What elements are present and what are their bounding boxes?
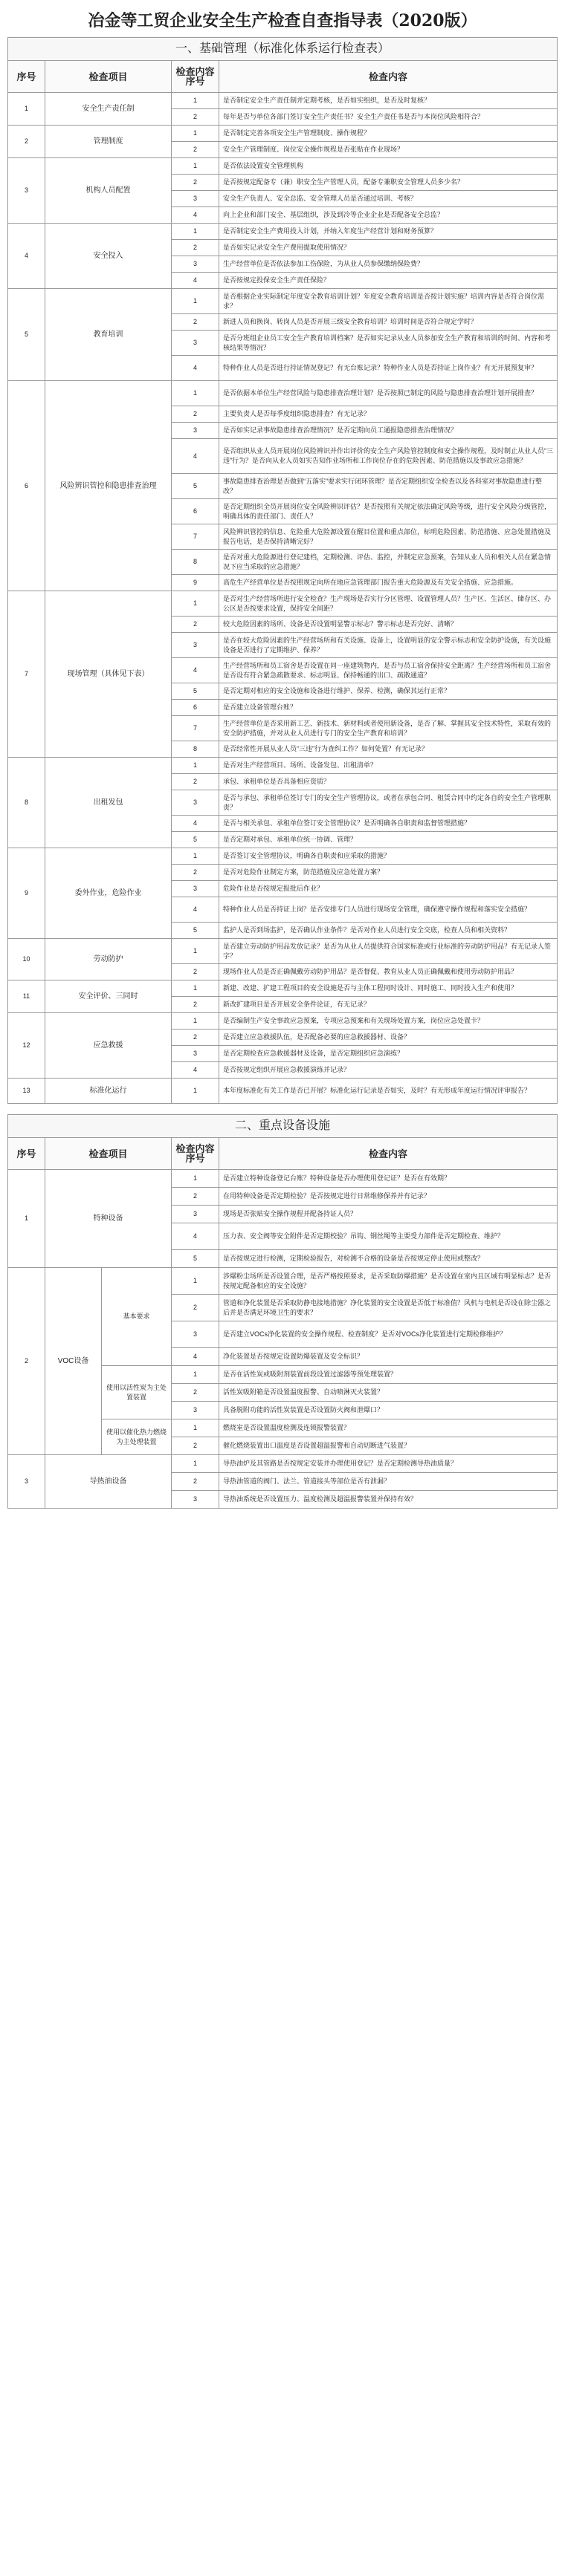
content-serial: 1 — [172, 591, 219, 617]
check-content: 是否定期组织全员开展岗位安全风险辨识评估？是否按照有关规定依法确定风险等级，进行安全风险分级管控，明确具体的责任部门、责任人？ — [219, 499, 558, 524]
check-content: 生产经营单位是否采用新工艺、新技术、新材料或者使用新设备，是否了解、掌握其安全技术特性，采取有效的安全防护措施，并对从业人员进行专门的安全生产教育和培训？ — [219, 716, 558, 741]
check-content: 是否建立应急救援队伍，是否配备必要的应急救援器材、设备？ — [219, 1030, 558, 1046]
content-serial: 3 — [172, 423, 219, 439]
content-serial: 2 — [172, 1473, 219, 1491]
basic-management-body — [8, 93, 558, 1104]
group-serial: 8 — [8, 758, 45, 848]
check-content: 导热油系统是否设置压力、温度检测及超温报警装置并保持有效？ — [219, 1491, 558, 1509]
check-sub-item: 使用以催化热力燃烧为主处理装置 — [102, 1419, 172, 1455]
check-content: 是否按规定组织开展应急救援演练并记录？ — [219, 1062, 558, 1079]
check-content: 导热油管道的阀门、法兰、管道接头等部位是否有泄漏？ — [219, 1473, 558, 1491]
content-serial: 3 — [172, 1321, 219, 1348]
content-serial: 2 — [172, 109, 219, 126]
check-content: 在用特种设备是否定期检验？是否按规定进行日常维修保养并有记录？ — [219, 1188, 558, 1206]
check-content: 安全生产负责人、安全总监、安全管理人员是否通过培训、考核？ — [219, 191, 558, 207]
check-content: 是否如实记录事故隐患排查治理情况？是否定期向员工通报隐患排查治理情况？ — [219, 423, 558, 439]
content-serial: 1 — [172, 1419, 219, 1437]
check-content: 是否分班组企业员工安全生产教育培训档案？是否如实记录从业人员参加安全生产教育和培训的时间、内容和考核结果等情况？ — [219, 331, 558, 356]
check-content: 是否与承包、承租单位签订专门的安全生产管理协议，或者在承包合同、租赁合同中约定各自的安全生产管理职责？ — [219, 790, 558, 816]
check-item: 出租发包 — [45, 758, 172, 848]
check-item: 应急救援 — [45, 1013, 172, 1079]
check-content: 高危生产经营单位是否按照规定向所在地应急管理部门报告重大危险源及有关安全措施、应急措施。 — [219, 575, 558, 591]
content-serial: 1 — [172, 1013, 219, 1030]
check-item: 管理制度 — [45, 126, 172, 158]
document-page — [7, 4, 558, 1509]
check-content: 生产经营单位是否依法参加工伤保险，为从业人员参保缴纳保险费？ — [219, 256, 558, 273]
check-item: 劳动防护 — [45, 939, 172, 980]
content-serial: 3 — [172, 881, 219, 897]
check-content: 是否对生产经营项目、场所、设备发包、出租清单？ — [219, 758, 558, 774]
content-serial: 1 — [172, 1079, 219, 1104]
check-content: 本年度标准化有关工作是否已开展？标准化运行记录是否如实，及时？有无形成年度运行情况评审报告？ — [219, 1079, 558, 1104]
content-serial: 1 — [172, 848, 219, 865]
key-equipment-body — [8, 1170, 558, 1509]
group-serial: 1 — [8, 93, 45, 126]
check-item: 安全投入 — [45, 224, 172, 289]
check-content: 是否建立VOCs净化装置的安全操作规程、检查制度？是否对VOCs净化装置进行定期检修维护？ — [219, 1321, 558, 1348]
table-row — [8, 93, 558, 109]
check-content: 是否制定安全生产责任制并定期考核，是否如实组织，是否及时复核？ — [219, 93, 558, 109]
group-serial: 11 — [8, 980, 45, 1013]
content-serial: 1 — [172, 758, 219, 774]
check-content: 是否在活性炭或吸附剂装置前段设置过滤器等预处理装置？ — [219, 1366, 558, 1384]
content-serial: 2 — [172, 1384, 219, 1402]
check-content: 是否如实记录安全生产费用提取使用情况？ — [219, 240, 558, 256]
group-serial: 12 — [8, 1013, 45, 1079]
check-content: 是否定期对相应的安全设施和设备进行维护、保养、检测，确保其运行正常？ — [219, 683, 558, 700]
check-item: 安全生产责任制 — [45, 93, 172, 126]
check-content: 承包、承租单位是否具备相应资质？ — [219, 774, 558, 790]
check-content: 风险辨识管控的信息、危险重大危险源设置在醒目位置和重点部位，标明危险因素、防范措施、应急处置措施及报告电话，是否保持清晰完好？ — [219, 524, 558, 550]
table-row — [8, 381, 558, 406]
content-serial: 2 — [172, 617, 219, 633]
group-serial: 9 — [8, 848, 45, 939]
table-row — [8, 158, 558, 175]
table-row — [8, 289, 558, 314]
document-title: 冶金等工贸企业安全生产检查自查指导表（2020版） — [88, 11, 477, 30]
check-content: 是否对重大危险源进行登记建档，定期检测、评估、监控，并制定应急预案，告知从业人员和相关人员在紧急情况下应当采取的应急措施？ — [219, 550, 558, 575]
check-content: 净化装置是否按规定设置防爆装置及安全标识？ — [219, 1348, 558, 1366]
content-serial: 4 — [172, 207, 219, 224]
content-serial: 1 — [172, 1268, 219, 1295]
content-serial: 1 — [172, 1170, 219, 1188]
content-serial: 3 — [172, 633, 219, 658]
content-serial: 4 — [172, 1062, 219, 1079]
content-serial: 7 — [172, 524, 219, 550]
content-serial: 3 — [172, 191, 219, 207]
check-content: 新进人员和换岗、转岗人员是否开展三级安全教育培训？培训时间是否符合规定学时？ — [219, 314, 558, 331]
content-serial: 2 — [172, 175, 219, 191]
content-serial: 2 — [172, 1295, 219, 1321]
check-content: 现场是否张贴安全操作规程并配备持证人员？ — [219, 1206, 558, 1223]
content-serial: 6 — [172, 700, 219, 716]
content-serial: 4 — [172, 1348, 219, 1366]
table-row — [8, 758, 558, 774]
check-content: 是否建立劳动防护用品发放记录？是否为从业人员提供符合国家标准或行业标准的劳动防护用品？有无记录人签字？ — [219, 939, 558, 964]
check-content: 较大危险因素的场所、设备是否设置明显警示标志？警示标志是否完好、清晰？ — [219, 617, 558, 633]
check-item: 风险辨识管控和隐患排查治理 — [45, 381, 172, 591]
check-content: 是否签订安全管理协议，明确各自职责和应采取的措施？ — [219, 848, 558, 865]
content-serial: 4 — [172, 1223, 219, 1250]
check-content: 管道和净化装置是否采取防静电接地措施？净化装置的安全设置是否低于标准值？风机与电机是否设在除尘器之后并是否满足环境卫生的要求？ — [219, 1295, 558, 1321]
check-content: 向上企业和部门安全、基层组织，涉及到冷等企业企业是否配备安全总监？ — [219, 207, 558, 224]
content-serial: 1 — [172, 224, 219, 240]
check-content: 是否依法设置安全管理机构 — [219, 158, 558, 175]
group-serial: 2 — [8, 126, 45, 158]
content-serial: 5 — [172, 923, 219, 939]
group-serial: 1 — [8, 1170, 45, 1268]
check-content: 特种作业人员是否持证上岗？是否安排专门人员进行现场安全管理，确保遵守操作规程和落实安全措施？ — [219, 897, 558, 923]
check-content: 是否在较大危险因素的生产经营场所和有关设施、设备上，设置明显的安全警示标志和安全防护设施，有关设施设备是否进行了定期维护、保养？ — [219, 633, 558, 658]
check-content: 催化燃烧装置出口温度是否设置超温报警和自动切断进气装置？ — [219, 1437, 558, 1455]
content-serial: 1 — [172, 126, 219, 142]
check-content: 导热油炉及其管路是否按规定安装并办理使用登记？是否定期检测导热油质量？ — [219, 1455, 558, 1473]
group-serial: 5 — [8, 289, 45, 381]
group-serial: 3 — [8, 1455, 45, 1509]
content-serial: 3 — [172, 331, 219, 356]
check-content: 每年是否与单位各部门签订安全生产责任书？安全生产责任书是否与本岗位风险相符合？ — [219, 109, 558, 126]
check-content: 新建、改建、扩建工程项目的安全设施是否与主体工程同时设计、同时施工、同时投入生产和使用？ — [219, 980, 558, 997]
check-content: 是否编制生产安全事故应急预案，专项应急预案和有关现场处置方案，岗位应急处置卡？ — [219, 1013, 558, 1030]
group-serial: 4 — [8, 224, 45, 289]
check-content: 是否组织从业人员开展岗位风险辨识并作出评价的安全生产风险管控制度和安全操作规程，及时制止从业人员“三违”行为？是否向从业人员如实告知作业场所和工作岗位存在的危险因素、防范措施以及事故应急措施？ — [219, 439, 558, 474]
table-row — [8, 1268, 558, 1295]
content-serial: 5 — [172, 474, 219, 499]
content-serial: 9 — [172, 575, 219, 591]
content-serial: 3 — [172, 1046, 219, 1062]
content-serial: 8 — [172, 550, 219, 575]
group-serial: 10 — [8, 939, 45, 980]
check-item: 特种设备 — [45, 1170, 172, 1268]
content-serial: 2 — [172, 406, 219, 423]
content-serial: 4 — [172, 816, 219, 832]
table-row — [8, 1079, 558, 1104]
table-row — [8, 939, 558, 964]
check-content: 是否定期检查应急救援器材及设备，是否定期组织应急演练？ — [219, 1046, 558, 1062]
content-serial: 4 — [172, 273, 219, 289]
check-item: 标准化运行 — [45, 1079, 172, 1104]
content-serial: 2 — [172, 240, 219, 256]
check-content: 监护人是否到场监护，是否确认作业条件？是否对作业人员进行安全交底，检查人员和相关资料？ — [219, 923, 558, 939]
basic-management-table — [7, 60, 558, 1104]
content-serial: 4 — [172, 439, 219, 474]
check-content: 是否按规定配备专（兼）职安全生产管理人员，配备专兼职安全管理人员多少名？ — [219, 175, 558, 191]
content-serial: 2 — [172, 142, 219, 158]
table-header-row — [8, 61, 558, 93]
check-content: 新改扩建项目是否开展安全条件论证，有无记录？ — [219, 997, 558, 1013]
table-row — [8, 591, 558, 617]
key-equipment-table — [7, 1137, 558, 1509]
check-item: 导热油设备 — [45, 1455, 172, 1509]
check-sub-item: 使用以活性炭为主处置装置 — [102, 1366, 172, 1419]
check-item: 现场管理（具体见下表） — [45, 591, 172, 758]
table-row — [8, 1455, 558, 1473]
content-serial: 8 — [172, 741, 219, 758]
group-serial: 6 — [8, 381, 45, 591]
table-row — [8, 1013, 558, 1030]
content-serial: 1 — [172, 1366, 219, 1384]
table-row — [8, 126, 558, 142]
content-serial: 4 — [172, 356, 219, 381]
content-serial: 1 — [172, 1455, 219, 1473]
header-check-content: 检查内容 — [219, 61, 558, 93]
table-header-row — [8, 1138, 558, 1170]
check-content: 现场作业人员是否正确佩戴劳动防护用品？是否督促、教育从业人员正确佩戴和使用劳动防护用品？ — [219, 964, 558, 980]
check-item: 机构人员配置 — [45, 158, 172, 224]
content-serial: 3 — [172, 1491, 219, 1509]
check-content: 是否经常性开展从业人员“三违”行为查纠工作？如何处置？有无记录？ — [219, 741, 558, 758]
check-content: 主要负责人是否每季度组织隐患排查？有无记录？ — [219, 406, 558, 423]
content-serial: 2 — [172, 1437, 219, 1455]
check-content: 具备脱附功能的活性炭装置是否设置防火阀和泄爆口？ — [219, 1402, 558, 1419]
check-content: 生产经营场所和员工宿舍是否设置在同一座建筑物内，是否与员工宿舍保持安全距离？生产经营场所和员工宿舍是否设有符合紧急疏散要求、标志明显、保持畅通的出口、疏散通道？ — [219, 658, 558, 683]
header-serial: 序号 — [8, 61, 45, 93]
check-content: 是否制定安全生产费用投入计划，并纳入年度生产经营计划和财务预算？ — [219, 224, 558, 240]
content-serial: 4 — [172, 897, 219, 923]
check-content: 是否制定完善各项安全生产管理制度、操作规程？ — [219, 126, 558, 142]
check-content: 是否建立设备管理台账？ — [219, 700, 558, 716]
header-check-content: 检查内容 — [219, 1138, 558, 1170]
content-serial: 1 — [172, 93, 219, 109]
group-serial: 3 — [8, 158, 45, 224]
check-content: 安全生产管理制度、岗位安全操作规程是否张贴在作业现场？ — [219, 142, 558, 158]
check-content: 是否按规定进行检测，定期检验报告，对检测不合格的设备是否按规定停止使用或整改？ — [219, 1250, 558, 1268]
header-content-serial: 检查内容序号 — [172, 1138, 219, 1170]
content-serial: 2 — [172, 774, 219, 790]
check-content: 是否根据企业实际制定年度安全教育培训计划？年度安全教育培训是否按计划实施？培训内容是否符合岗位需求？ — [219, 289, 558, 314]
content-serial: 5 — [172, 683, 219, 700]
check-content: 是否定期对承包、承租单位统一协调、管理？ — [219, 832, 558, 848]
header-check-item: 检查项目 — [45, 61, 172, 93]
section-title-basic-management: 一、基础管理（标准化体系运行检查表） — [7, 37, 558, 60]
check-content: 活性炭吸附箱是否设置温度报警、自动喷淋灭火装置？ — [219, 1384, 558, 1402]
table-row — [8, 1170, 558, 1188]
content-serial: 3 — [172, 1402, 219, 1419]
check-item: 委外作业，危险作业 — [45, 848, 172, 939]
content-serial: 3 — [172, 1206, 219, 1223]
table-row — [8, 224, 558, 240]
content-serial: 1 — [172, 158, 219, 175]
check-content: 燃烧室是否设置温度检测及连锁报警装置？ — [219, 1419, 558, 1437]
table-row — [8, 980, 558, 997]
check-content: 是否与相关承包、承租单位签订安全管理协议？是否明确各自职责和监督管理措施？ — [219, 816, 558, 832]
check-content: 事故隐患排查治理是否做到“五落实”要求实行闭环管理？是否定期组织安全检查以及各科室对事故隐患进行整改？ — [219, 474, 558, 499]
content-serial: 1 — [172, 289, 219, 314]
header-content-serial: 检查内容序号 — [172, 61, 219, 93]
section-title-key-equipment: 二、重点设备设施 — [7, 1114, 558, 1137]
check-content: 涉爆粉尘场所是否设置合理，是否严格按照要求，是否采取防爆措施？是否设置在室内且区域有明显标志？是否按规定配备相应的安全设施？ — [219, 1268, 558, 1295]
content-serial: 2 — [172, 865, 219, 881]
content-serial: 5 — [172, 832, 219, 848]
content-serial: 2 — [172, 964, 219, 980]
check-item: 安全评价、三同时 — [45, 980, 172, 1013]
content-serial: 4 — [172, 658, 219, 683]
table-row — [8, 848, 558, 865]
content-serial: 1 — [172, 381, 219, 406]
content-serial: 2 — [172, 1030, 219, 1046]
content-serial: 2 — [172, 314, 219, 331]
check-content: 特种作业人员是否进行持证情况登记？有无台账记录？特种作业人员是否持证上岗作业？有无开展预复审？ — [219, 356, 558, 381]
content-serial: 1 — [172, 980, 219, 997]
content-serial: 3 — [172, 256, 219, 273]
check-item: 教育培训 — [45, 289, 172, 381]
content-serial: 5 — [172, 1250, 219, 1268]
content-serial: 7 — [172, 716, 219, 741]
check-content: 是否建立特种设备登记台账？特种设备是否办理使用登记证？是否在有效期？ — [219, 1170, 558, 1188]
check-content: 是否按规定投保安全生产责任保险？ — [219, 273, 558, 289]
content-serial: 2 — [172, 1188, 219, 1206]
content-serial: 3 — [172, 790, 219, 816]
check-content: 是否对危险作业制定方案，防范措施及应急处置方案？ — [219, 865, 558, 881]
check-content: 压力表、安全阀等安全附件是否定期校验？吊钩、钢丝绳等主要受力部件是否定期检查、维护？ — [219, 1223, 558, 1250]
check-sub-item: 基本要求 — [102, 1268, 172, 1366]
content-serial: 1 — [172, 939, 219, 964]
group-serial: 7 — [8, 591, 45, 758]
check-content: 是否对生产经营场所进行安全检查？生产现场是否实行分区管理、设置管理人员？生产区、生活区、储存区、办公区是否按要求设置，保持安全间距？ — [219, 591, 558, 617]
group-serial: 2 — [8, 1268, 45, 1455]
check-item: VOC设备 — [45, 1268, 102, 1455]
content-serial: 6 — [172, 499, 219, 524]
check-content: 危险作业是否按规定报批后作业？ — [219, 881, 558, 897]
group-serial: 13 — [8, 1079, 45, 1104]
check-content: 是否依据本单位生产经营风险与隐患排查治理计划？是否按照已制定的风险与隐患排查治理计划开展排查？ — [219, 381, 558, 406]
header-check-item: 检查项目 — [45, 1138, 172, 1170]
content-serial: 2 — [172, 997, 219, 1013]
header-serial: 序号 — [8, 1138, 45, 1170]
